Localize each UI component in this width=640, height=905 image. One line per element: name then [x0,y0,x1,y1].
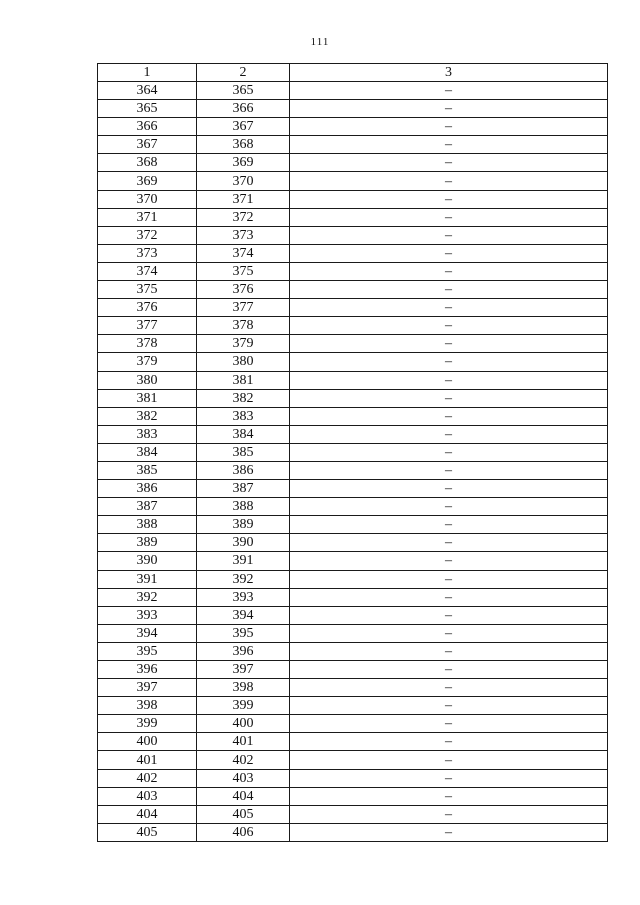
table-cell-col-1: 378 [98,335,197,353]
table-cell-col-3: – [290,461,608,479]
table-cell-col-2: 400 [197,715,290,733]
table-row [98,787,608,805]
table-cell-col-3: – [290,534,608,552]
table-cell-col-1: 402 [98,769,197,787]
table-cell-col-1: 388 [98,516,197,534]
table-cell-col-3: – [290,769,608,787]
table-cell-col-3: – [290,751,608,769]
table-cell-col-3: – [290,100,608,118]
table-cell-col-2: 366 [197,100,290,118]
table-header [98,64,608,82]
table-cell-col-1: 387 [98,498,197,516]
table-cell-col-2: 379 [197,335,290,353]
table-row [98,642,608,660]
table-row [98,624,608,642]
table-cell-col-1: 367 [98,136,197,154]
table-cell-col-1: 377 [98,317,197,335]
table-cell-col-1: 368 [98,154,197,172]
table-cell-col-2: 403 [197,769,290,787]
table-cell-col-1: 369 [98,172,197,190]
table-cell-col-2: 404 [197,787,290,805]
table-cell-col-3: – [290,679,608,697]
table-cell-col-3: – [290,190,608,208]
table-cell-col-3: – [290,281,608,299]
table-cell-col-2: 371 [197,190,290,208]
table-cell-col-1: 405 [98,823,197,841]
table-cell-col-2: 384 [197,425,290,443]
table-cell-col-3: – [290,317,608,335]
table-row [98,661,608,679]
table-cell-col-1: 373 [98,244,197,262]
table-cell-col-3: – [290,624,608,642]
table-row [98,552,608,570]
table-cell-col-1: 379 [98,353,197,371]
table-cell-col-2: 387 [197,480,290,498]
table-cell-col-3: – [290,823,608,841]
table-row [98,588,608,606]
table-row [98,82,608,100]
table-cell-col-1: 370 [98,190,197,208]
table-cell-col-3: – [290,606,608,624]
table-row [98,389,608,407]
table-cell-col-3: – [290,661,608,679]
table-cell-col-2: 385 [197,443,290,461]
table-row [98,190,608,208]
table-cell-col-2: 380 [197,353,290,371]
table-cell-col-1: 396 [98,661,197,679]
table-cell-col-2: 393 [197,588,290,606]
table-row [98,805,608,823]
table-cell-col-2: 397 [197,661,290,679]
table-row [98,208,608,226]
table-row [98,697,608,715]
table-row [98,136,608,154]
table-row [98,498,608,516]
header-row [98,64,608,82]
table-cell-col-1: 384 [98,443,197,461]
table-row [98,534,608,552]
table-cell-col-3: – [290,118,608,136]
table-cell-col-2: 377 [197,299,290,317]
table-cell-col-2: 398 [197,679,290,697]
table-cell-col-1: 376 [98,299,197,317]
table-cell-col-3: – [290,407,608,425]
table-cell-col-2: 386 [197,461,290,479]
table-cell-col-1: 390 [98,552,197,570]
table-cell-col-1: 389 [98,534,197,552]
table-cell-col-2: 374 [197,244,290,262]
table-cell-col-2: 376 [197,281,290,299]
table-cell-col-2: 369 [197,154,290,172]
table-cell-col-1: 386 [98,480,197,498]
table-row [98,751,608,769]
table-cell-col-2: 381 [197,371,290,389]
table-body [98,82,608,842]
table-cell-col-3: – [290,154,608,172]
table-cell-col-3: – [290,172,608,190]
table-row [98,335,608,353]
table-cell-col-2: 370 [197,172,290,190]
table-cell-col-1: 382 [98,407,197,425]
column-header-2: 2 [197,64,290,82]
table-cell-col-1: 371 [98,208,197,226]
table-cell-col-3: – [290,787,608,805]
table-row [98,679,608,697]
table-cell-col-3: – [290,516,608,534]
table-cell-col-3: – [290,805,608,823]
table-cell-col-1: 397 [98,679,197,697]
table-row [98,715,608,733]
table-row [98,262,608,280]
table-cell-col-2: 375 [197,262,290,280]
column-header-1: 1 [98,64,197,82]
table-cell-col-3: – [290,498,608,516]
table-cell-col-2: 365 [197,82,290,100]
table-cell-col-3: – [290,697,608,715]
table-cell-col-2: 392 [197,570,290,588]
table-cell-col-2: 378 [197,317,290,335]
table-row [98,353,608,371]
table-cell-col-2: 367 [197,118,290,136]
table-cell-col-2: 389 [197,516,290,534]
table-cell-col-1: 364 [98,82,197,100]
table-cell-col-2: 388 [197,498,290,516]
table-cell-col-3: – [290,82,608,100]
table-row [98,733,608,751]
table-cell-col-1: 392 [98,588,197,606]
table-row [98,516,608,534]
table-cell-col-1: 395 [98,642,197,660]
table-row [98,407,608,425]
table-cell-col-1: 374 [98,262,197,280]
table-cell-col-3: – [290,588,608,606]
table-cell-col-2: 391 [197,552,290,570]
table-cell-col-2: 390 [197,534,290,552]
page-number: 111 [310,36,330,48]
table-cell-col-3: – [290,244,608,262]
table-row [98,371,608,389]
data-table [97,63,608,842]
table-cell-col-2: 394 [197,606,290,624]
table-cell-col-1: 383 [98,425,197,443]
table-cell-col-1: 401 [98,751,197,769]
table-cell-col-1: 365 [98,100,197,118]
table-row [98,226,608,244]
table-row [98,281,608,299]
table-cell-col-2: 373 [197,226,290,244]
table-row [98,299,608,317]
table-cell-col-2: 405 [197,805,290,823]
table-cell-col-2: 406 [197,823,290,841]
table-cell-col-1: 391 [98,570,197,588]
table-cell-col-2: 401 [197,733,290,751]
table-cell-col-3: – [290,552,608,570]
table-cell-col-1: 372 [98,226,197,244]
table-row [98,480,608,498]
table-cell-col-3: – [290,570,608,588]
table-row [98,317,608,335]
table-cell-col-1: 380 [98,371,197,389]
table-cell-col-1: 393 [98,606,197,624]
table-cell-col-1: 404 [98,805,197,823]
table-cell-col-3: – [290,335,608,353]
table-cell-col-3: – [290,715,608,733]
table-cell-col-1: 400 [98,733,197,751]
table-cell-col-2: 395 [197,624,290,642]
table-row [98,172,608,190]
table-row [98,244,608,262]
table-cell-col-2: 396 [197,642,290,660]
table-cell-col-2: 372 [197,208,290,226]
table-cell-col-1: 403 [98,787,197,805]
table-cell-col-1: 394 [98,624,197,642]
table-row [98,461,608,479]
table-cell-col-1: 366 [98,118,197,136]
table-cell-col-2: 368 [197,136,290,154]
table-cell-col-1: 381 [98,389,197,407]
table-row [98,570,608,588]
table-cell-col-3: – [290,389,608,407]
table-row [98,443,608,461]
table-cell-col-3: – [290,480,608,498]
table-cell-col-3: – [290,425,608,443]
table-cell-col-3: – [290,299,608,317]
table-row [98,100,608,118]
table-cell-col-3: – [290,371,608,389]
column-header-3: 3 [290,64,608,82]
table-cell-col-2: 383 [197,407,290,425]
table-cell-col-3: – [290,208,608,226]
table-cell-col-3: – [290,262,608,280]
table-cell-col-1: 375 [98,281,197,299]
table-row [98,823,608,841]
table-cell-col-3: – [290,353,608,371]
table-cell-col-1: 398 [98,697,197,715]
table-cell-col-2: 399 [197,697,290,715]
table-cell-col-3: – [290,642,608,660]
table-cell-col-3: – [290,443,608,461]
table-row [98,425,608,443]
table-cell-col-3: – [290,733,608,751]
table-cell-col-1: 385 [98,461,197,479]
table-cell-col-2: 382 [197,389,290,407]
table-row [98,769,608,787]
table-row [98,118,608,136]
table-cell-col-3: – [290,136,608,154]
table-cell-col-2: 402 [197,751,290,769]
table-row [98,606,608,624]
table-cell-col-1: 399 [98,715,197,733]
table-cell-col-3: – [290,226,608,244]
table-row [98,154,608,172]
